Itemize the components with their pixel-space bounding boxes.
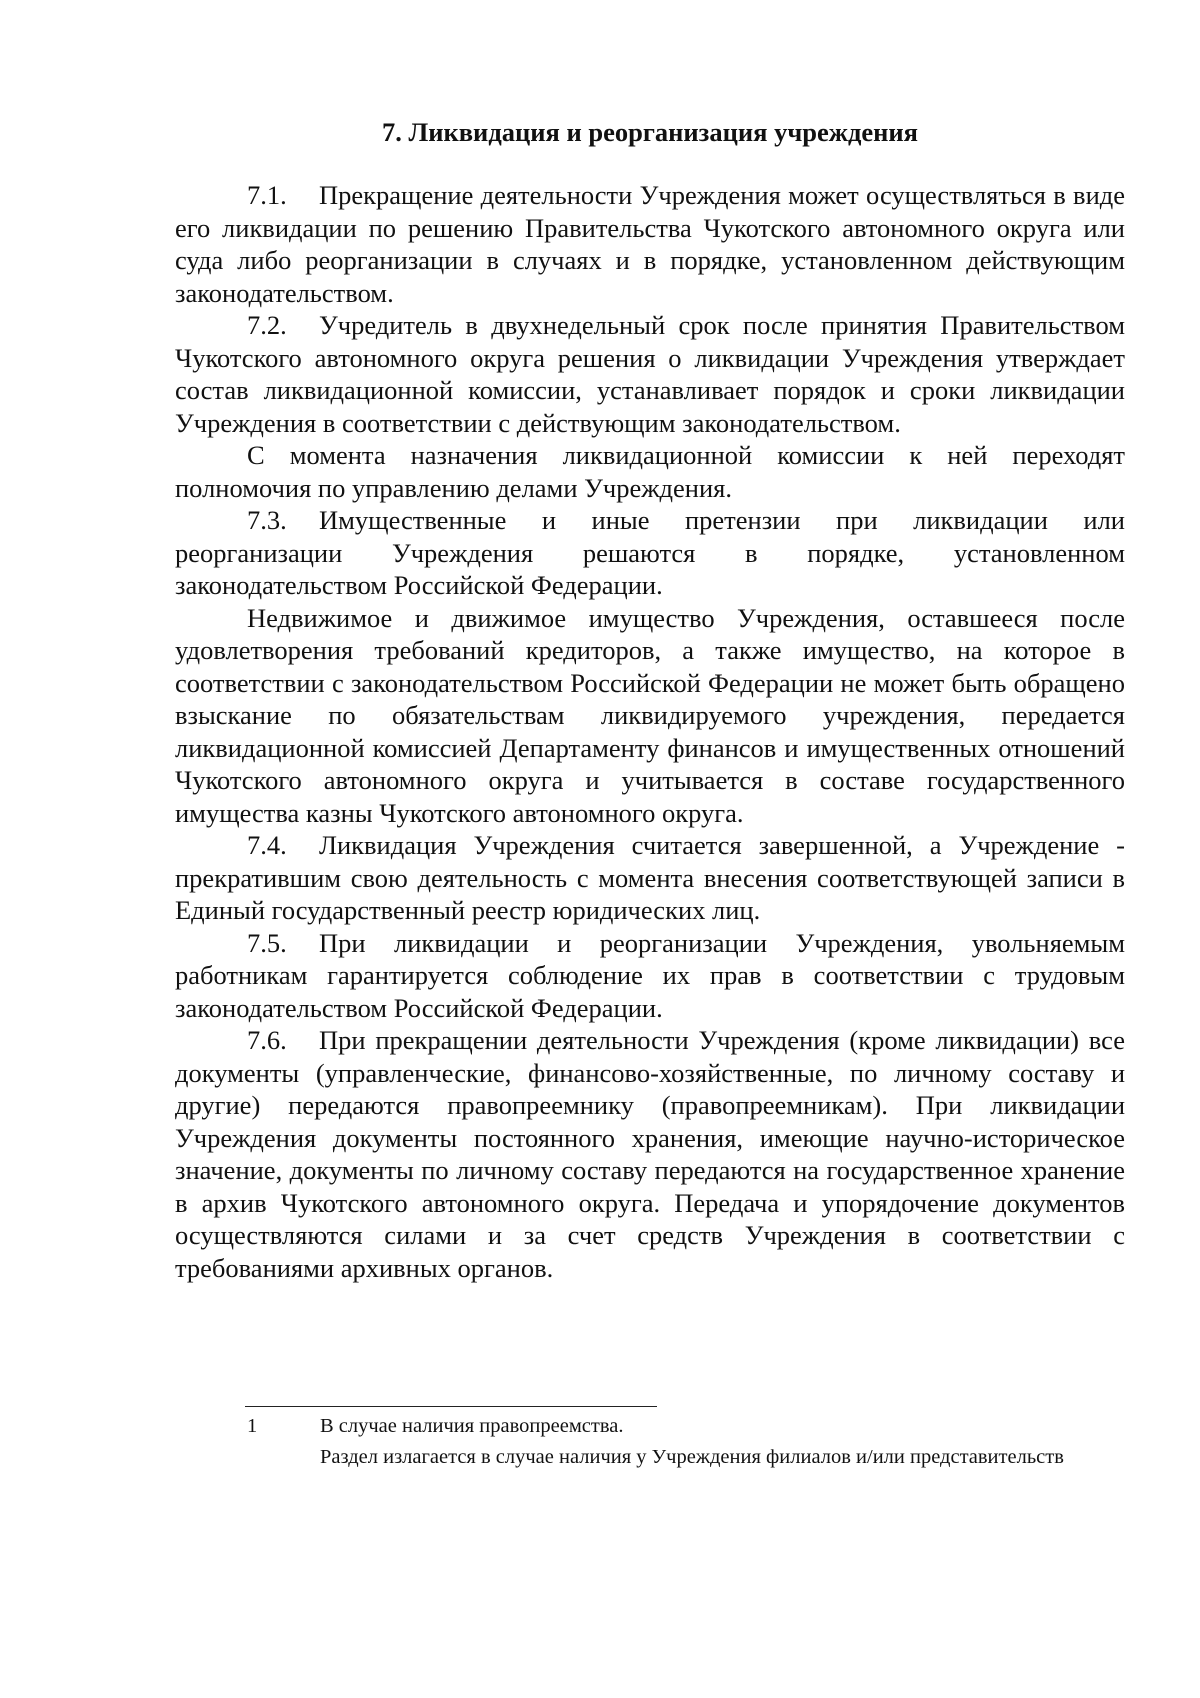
paragraph-number: 7.3. [247,505,287,535]
paragraph-number: 7.1. [247,180,287,210]
footnote-1 [175,1411,1125,1442]
footnote-text: В случае наличия правопреемства. [320,1415,624,1437]
paragraph-7-1 [175,179,1125,309]
paragraph-7-3-continuation [175,602,1125,830]
paragraph-7-6 [175,1024,1125,1284]
footnote-text: Раздел излагается в случае наличия у Учреждения филиалов и/или представительств [320,1446,1064,1468]
paragraph-text: При прекращении деятельности Учреждения (кроме ликвидации) все документы (управленческие, финансово-хозяйственные, по личному составу и другие) передаются правопреемнику (правопреемникам). При ликвидации Учреждения документы постоянного хранения, имеющие научно-историческое значение, документы по личному составу передаются на государственное хранение в архив Чукотского автономного округа. Передача и упорядочение документов осуществляются силами и за счет средств Учреждения в соответствии с требованиями архивных органов. [175,1025,1125,1283]
paragraph-number: 7.5. [247,927,287,958]
section-title: 7. Ликвидация и реорганизация учреждения [381,117,919,147]
paragraph-text: Имущественные и иные претензии при ликвидации или реорганизации Учреждения решаются в порядке, установленном законодательством Российской Федерации. [175,505,1125,600]
paragraph-7-4 [175,829,1125,927]
paragraph-number: 7.4. [247,830,287,860]
paragraph-7-2 [175,309,1125,439]
footnote-2 [175,1442,1125,1473]
paragraph-7-3 [175,504,1125,602]
paragraph-number: 7.2. [247,310,287,340]
footnotes [175,1411,1125,1473]
paragraph-text: Прекращение деятельности Учреждения может осуществляться в виде его ликвидации по решению Правительства Чукотского автономного округа или суда либо реорганизации в случаях и в порядке, установленном действующим законодательством. [175,180,1125,308]
paragraph-number: 7.6. [247,1025,287,1055]
paragraph-text: Ликвидация Учреждения считается завершенной, а Учреждение - прекратившим свою деятельность с момента внесения соответствующей записи в Единый государственный реестр юридических лиц. [175,830,1125,925]
footnote-mark: 1 [247,1415,258,1437]
footnote-separator [245,1406,657,1407]
section-body [175,179,1125,1284]
paragraph-7-5 [175,927,1125,1025]
paragraph-text: Учредитель в двухнедельный срок после принятия Правительством Чукотского автономного округа решения о ликвидации Учреждения утверждает состав ликвидационной комиссии, устанавливает порядок и сроки ликвидации Учреждения в соответствии с действующим законодательством. [175,310,1125,438]
paragraph-text: При ликвидации и реорганизации Учреждения, увольняемым работникам гарантируется соблюдение их прав в соответствии с трудовым законодательством Российской Федерации. [175,927,1125,1023]
paragraph-7-2-continuation [175,439,1125,504]
paragraph-text: Недвижимое и движимое имущество Учреждения, оставшееся после удовлетворения требований кредиторов, а также имущество, на которое в соответствии с законодательством Российской Федерации не может быть обращено взыскание по обязательствам ликвидируемого учреждения, передается ликвидационной комиссией Департаменту финансов и имущественных отношений Чукотского автономного округа и учитывается в составе государственного имущества казны Чукотского автономного округа. [175,602,1125,828]
paragraph-text: С момента назначения ликвидационной комиссии к ней переходят полномочия по управлению делами Учреждения. [175,440,1125,503]
